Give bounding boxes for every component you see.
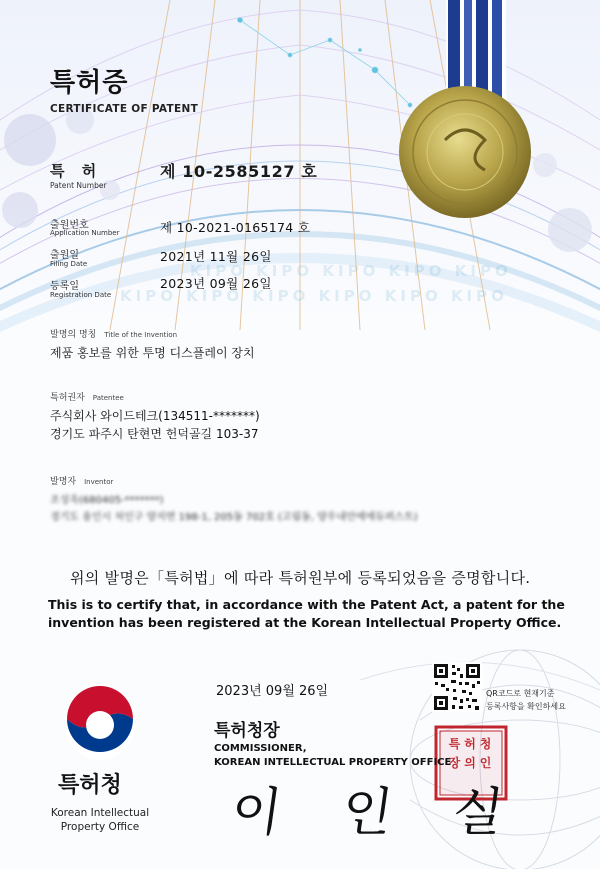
invention-label: 발명의 명칭 Title of the Invention <box>50 330 178 340</box>
stamp-text: 특허청장의인 <box>448 737 496 770</box>
registration-date-label-ko: 등록일 <box>50 281 79 292</box>
application-number-label-en: Application Number <box>50 229 120 237</box>
certification-statement-en-2: invention has been registered at the Korean Intellectual Property Office. <box>48 615 562 630</box>
inventor-address: 경기도 용인시 처인구 양지면 198-1, 205동 702호 (고림동, 양우내안에에듀퍼스트) <box>50 512 418 523</box>
certification-statement-ko: 위의 발명은「특허법」에 따라 특허원부에 등록되었음을 증명합니다. <box>70 569 531 587</box>
filing-date-label-ko: 출원일 <box>50 250 79 261</box>
patentee-label: 특허권자 Patentee <box>50 393 124 403</box>
inventor-label: 발명자 Inventor <box>50 477 114 487</box>
office-name-en: Korean Intellectual Property Office <box>50 807 150 833</box>
certificate-title-en: CERTIFICATE OF PATENT <box>50 103 199 115</box>
patent-number-label-en: Patent Number <box>50 181 107 190</box>
watermark-row-1: KIPO KIPO KIPO KIPO KIPO <box>190 262 512 280</box>
qr-note-line-2: 등록사항을 확인하세요 <box>486 702 566 711</box>
commissioner-signature: 이 인 실 <box>227 783 530 843</box>
patentee-name: 주식회사 와이드테크(134511-*******) <box>50 409 260 423</box>
registration-date-label-en: Registration Date <box>50 291 112 299</box>
application-number-label-ko: 출원번호 <box>50 220 89 231</box>
issue-date: 2023년 09월 26일 <box>216 684 329 699</box>
commissioner-title-en-2: KOREAN INTELLECTUAL PROPERTY OFFICE <box>214 757 452 768</box>
inventor-name: 조성욱(680405-*******) <box>50 495 164 506</box>
application-number-value: 제 10-2021-0165174 호 <box>160 220 311 235</box>
patent-number-label-ko: 특 허 <box>50 162 103 180</box>
watermark-row-2: KIPO KIPO KIPO KIPO KIPO KIPO <box>120 287 508 305</box>
filing-date-value: 2021년 11월 26일 <box>160 249 272 264</box>
gold-seal <box>399 86 531 218</box>
patent-number-value: 제 10-2585127 호 <box>160 162 318 181</box>
qr-code-note <box>486 687 586 713</box>
commissioner-title-en-1: COMMISSIONER, <box>214 743 307 754</box>
filing-date-label-en: Filing Date <box>50 260 88 268</box>
patentee-address: 경기도 파주시 탄현면 헌덕골길 103-37 <box>50 427 259 441</box>
office-name-ko: 특허청 <box>58 773 122 798</box>
commissioner-title-ko: 특허청장 <box>214 721 280 741</box>
certification-statement-en-1: This is to certify that, in accordance with the Patent Act, a patent for the <box>48 597 565 612</box>
kipo-logo-mark <box>65 686 135 760</box>
invention-title: 제품 홍보를 위한 투명 디스플레이 장치 <box>50 346 255 360</box>
qr-code <box>432 662 482 712</box>
qr-note-line-1: QR코드로 현재기준 <box>486 689 555 698</box>
registration-date-value: 2023년 09월 26일 <box>160 276 272 291</box>
certificate-title-ko: 특허증 <box>50 68 129 98</box>
